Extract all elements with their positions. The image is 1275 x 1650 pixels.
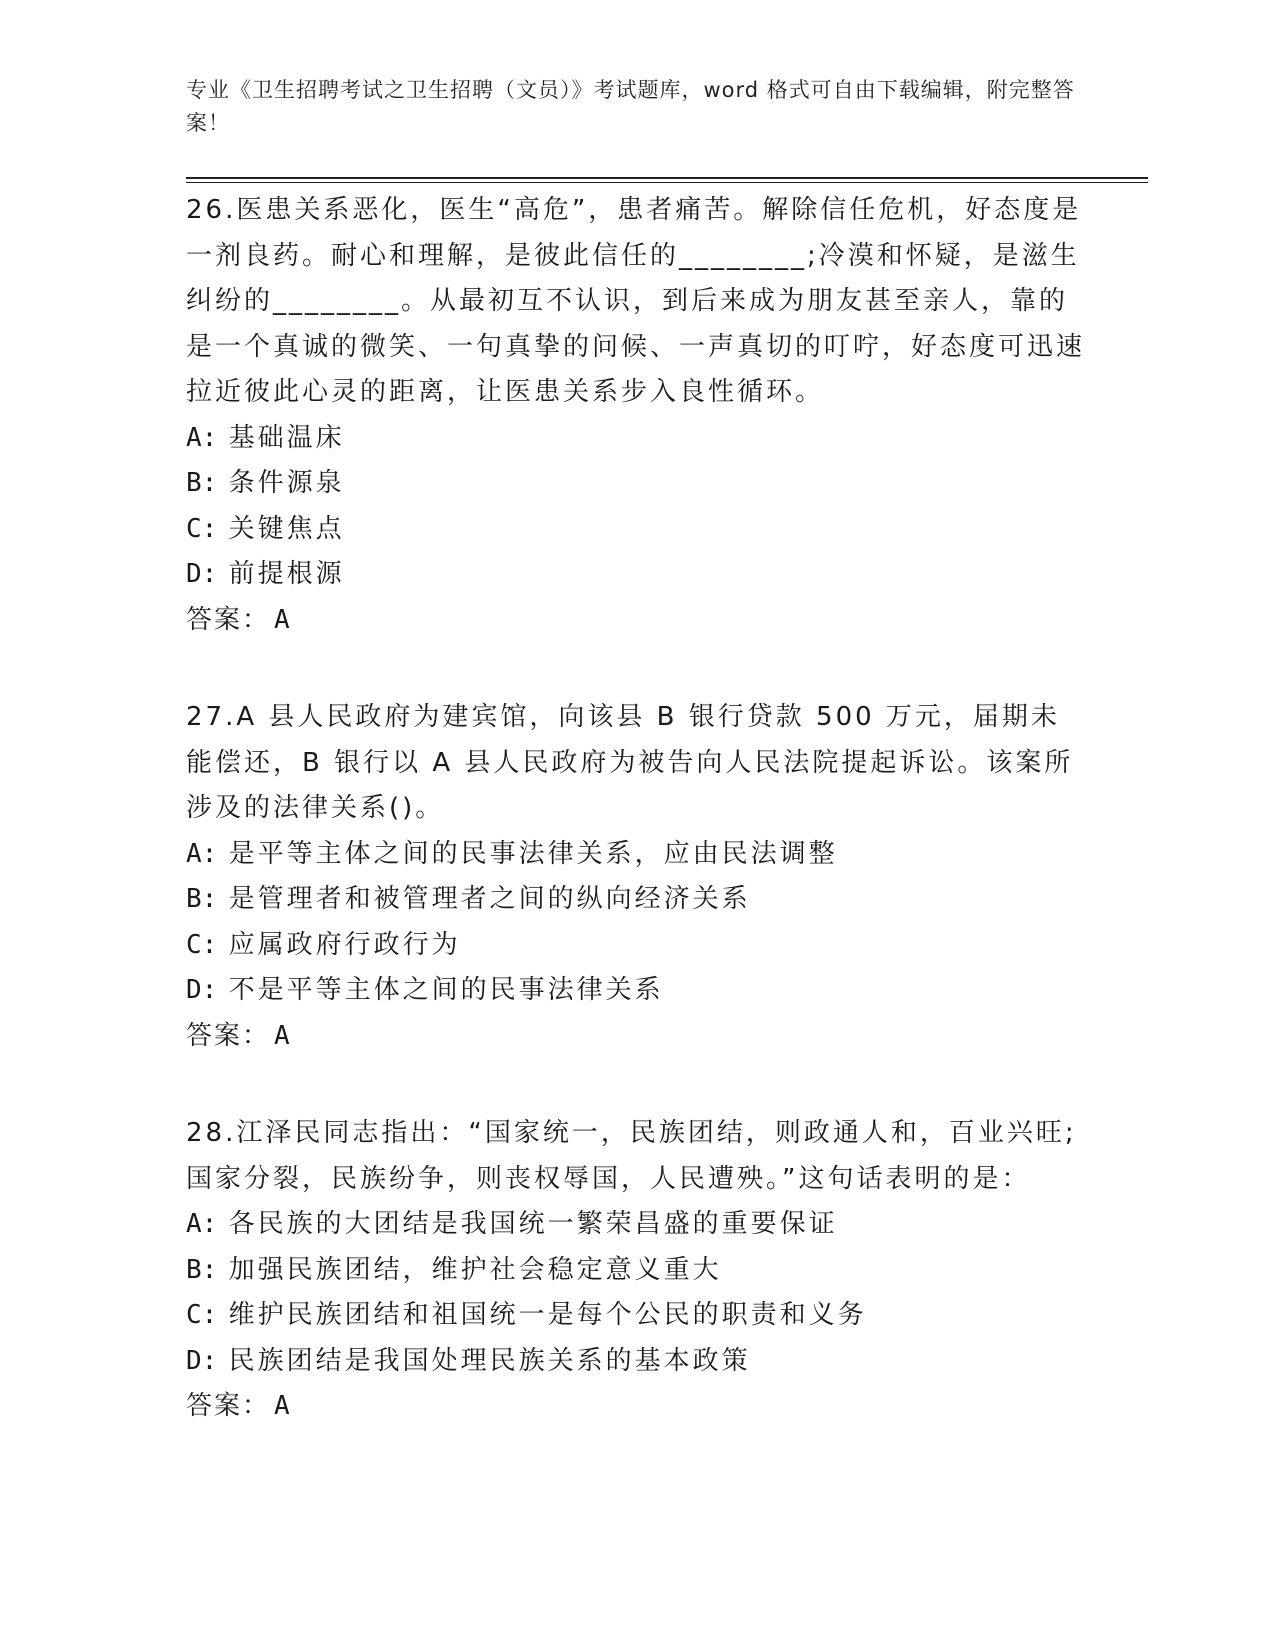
option-text: 前提根源 (228, 559, 345, 589)
option-text: 是管理者和被管理者之间的纵向经济关系 (228, 884, 751, 914)
option-c (186, 1293, 1086, 1339)
question-26 (186, 188, 1086, 643)
option-letter: C: (186, 929, 218, 960)
answer-line (186, 598, 1086, 644)
answer-value: A (274, 604, 292, 635)
option-text: 民族团结是我国处理民族关系的基本政策 (228, 1345, 751, 1376)
option-letter: C: (186, 513, 218, 544)
option-text: 加强民族团结，维护社会稳定意义重大 (228, 1254, 722, 1285)
option-letter: A: (186, 422, 218, 453)
answer-label: 答案： (186, 1391, 271, 1421)
question-stem: 26.医患关系恶化，医生“高危”，患者痛苦。解除信任危机，好态度是一剂良药。耐心和理解，是彼此信任的________;冷漠和怀疑，是滋生纠纷的________。从最初互不认识，到后来成为朋友甚至亲人，靠的是一个真诚的微笑、一句真挚的问候、一声真切的叮咛，好态度可迅速拉近彼此心灵的距离，让医患关系步入良性循环。 (186, 195, 1086, 407)
option-letter: D: (186, 1345, 218, 1376)
option-a (186, 416, 1086, 462)
answer-line (186, 1384, 1086, 1430)
header-divider-thin (186, 182, 1148, 183)
option-d (186, 1339, 1086, 1385)
answer-value: A (274, 1020, 292, 1051)
question-stem: 28.江泽民同志指出：“国家统一，民族团结，则政通人和，百业兴旺;国家分裂，民族纷争，则丧权辱国，人民遭殃。”这句话表明的是： (186, 1118, 1077, 1194)
option-text: 应属政府行政行为 (228, 929, 461, 960)
question-list (186, 188, 1086, 1482)
option-a (186, 832, 1086, 878)
option-letter: B: (186, 468, 218, 498)
option-letter: B: (186, 884, 218, 914)
option-text: 基础温床 (228, 422, 345, 453)
option-text: 条件源泉 (228, 468, 345, 498)
option-c (186, 507, 1086, 553)
option-text: 是平等主体之间的民事法律关系，应由民法调整 (228, 838, 838, 869)
option-d (186, 552, 1086, 598)
option-letter: A: (186, 838, 218, 869)
option-letter: D: (186, 975, 218, 1005)
option-b (186, 461, 1086, 507)
option-b (186, 877, 1086, 923)
option-a (186, 1202, 1086, 1248)
header-divider-thick (186, 177, 1148, 179)
answer-value: A (274, 1391, 292, 1421)
answer-label: 答案： (186, 1020, 271, 1051)
option-b (186, 1248, 1086, 1294)
option-letter: C: (186, 1300, 218, 1330)
option-letter: B: (186, 1254, 218, 1285)
question-27 (186, 695, 1086, 1059)
option-c (186, 923, 1086, 969)
option-letter: A: (186, 1209, 218, 1239)
question-stem: 27.A 县人民政府为建宾馆，向该县 B 银行贷款 500 万元，届期未能偿还，B 银行以 A 县人民政府为被告向人民法院提起诉讼。该案所涉及的法律关系()。 (186, 702, 1074, 823)
question-28 (186, 1111, 1086, 1430)
option-text: 维护民族团结和祖国统一是每个公民的职责和义务 (228, 1300, 867, 1330)
option-text: 不是平等主体之间的民事法律关系 (228, 975, 664, 1005)
answer-line (186, 1014, 1086, 1060)
page-header: 专业《卫生招聘考试之卫生招聘（文员）》考试题库，word 格式可自由下载编辑，附完整答案！ (186, 78, 1075, 135)
option-text: 各民族的大团结是我国统一繁荣昌盛的重要保证 (228, 1209, 838, 1239)
option-letter: D: (186, 559, 218, 589)
option-d (186, 968, 1086, 1014)
answer-label: 答案： (186, 604, 271, 635)
option-text: 关键焦点 (228, 513, 345, 544)
